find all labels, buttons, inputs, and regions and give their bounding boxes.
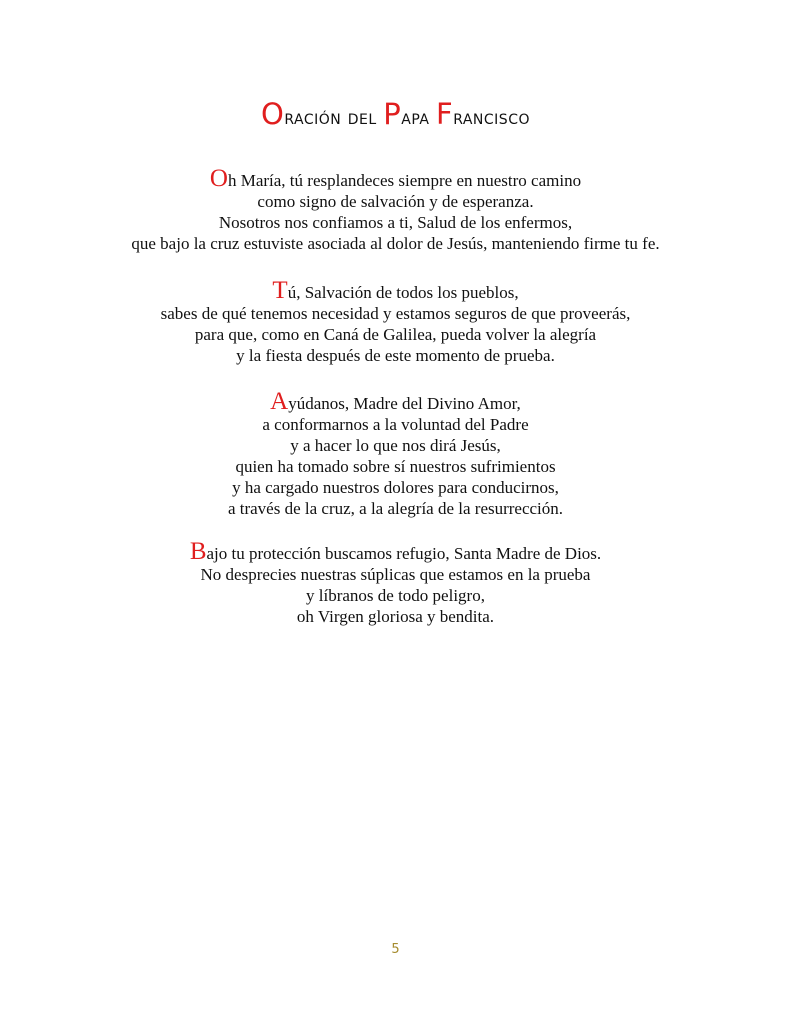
stanza-line: y ha cargado nuestros dolores para conducirnos, — [232, 478, 559, 497]
drop-initial: B — [189, 538, 207, 565]
stanza-first-line — [0, 165, 791, 192]
stanza-line: y la fiesta después de este momento de prueba. — [236, 346, 555, 365]
prayer-stanza — [0, 388, 791, 519]
drop-initial: A — [270, 388, 289, 415]
prayer-stanza — [0, 538, 791, 627]
prayer-stanza — [0, 277, 791, 366]
title-initial-p: P — [383, 97, 402, 131]
drop-initial: T — [272, 277, 288, 304]
title-word-oracion: ración — [284, 105, 342, 129]
title-word-francisco: rancisco — [453, 105, 530, 129]
page-number: 5 — [391, 942, 400, 957]
stanza-line: No desprecies nuestras súplicas que estamos en la prueba — [200, 565, 591, 584]
stanza-line: y líbranos de todo peligro, — [306, 586, 485, 605]
stanza-line: a través de la cruz, a la alegría de la resurrección. — [227, 499, 564, 518]
stanza-first-line — [0, 277, 791, 304]
stanza-first-line — [0, 538, 791, 565]
title-word-del: del — [347, 105, 377, 129]
stanza-line: quien ha tomado sobre sí nuestros sufrimientos — [235, 457, 556, 476]
stanza-line: a conformarnos a la voluntad del Padre — [262, 415, 529, 434]
title-initial-f: F — [436, 97, 454, 131]
first-line-text: h María, tú resplandeces siempre en nuestro camino — [227, 171, 582, 190]
stanza-line: sabes de qué tenemos necesidad y estamos seguros de que proveerás, — [160, 304, 631, 323]
stanza-line: para que, como en Caná de Galilea, pueda volver la alegría — [194, 325, 597, 344]
stanza-line: Nosotros nos confiamos a ti, Salud de los enfermos, — [218, 213, 573, 232]
stanza-line: oh Virgen gloriosa y bendita. — [296, 607, 495, 626]
first-line-text: ú, Salvación de todos los pueblos, — [287, 283, 519, 302]
page-title — [0, 97, 791, 131]
stanza-first-line — [0, 388, 791, 415]
title-initial-o: O — [261, 97, 285, 131]
stanza-line: que bajo la cruz estuviste asociada al dolor de Jesús, manteniendo firme tu fe. — [131, 234, 660, 253]
stanza-line: y a hacer lo que nos dirá Jesús, — [290, 436, 501, 455]
stanza-line: como signo de salvación y de esperanza. — [257, 192, 534, 211]
first-line-text: yúdanos, Madre del Divino Amor, — [288, 394, 521, 413]
prayer-stanza — [0, 165, 791, 254]
first-line-text: ajo tu protección buscamos refugio, Santa Madre de Dios. — [206, 544, 602, 563]
drop-initial: O — [209, 165, 228, 192]
title-word-papa: apa — [401, 105, 430, 129]
